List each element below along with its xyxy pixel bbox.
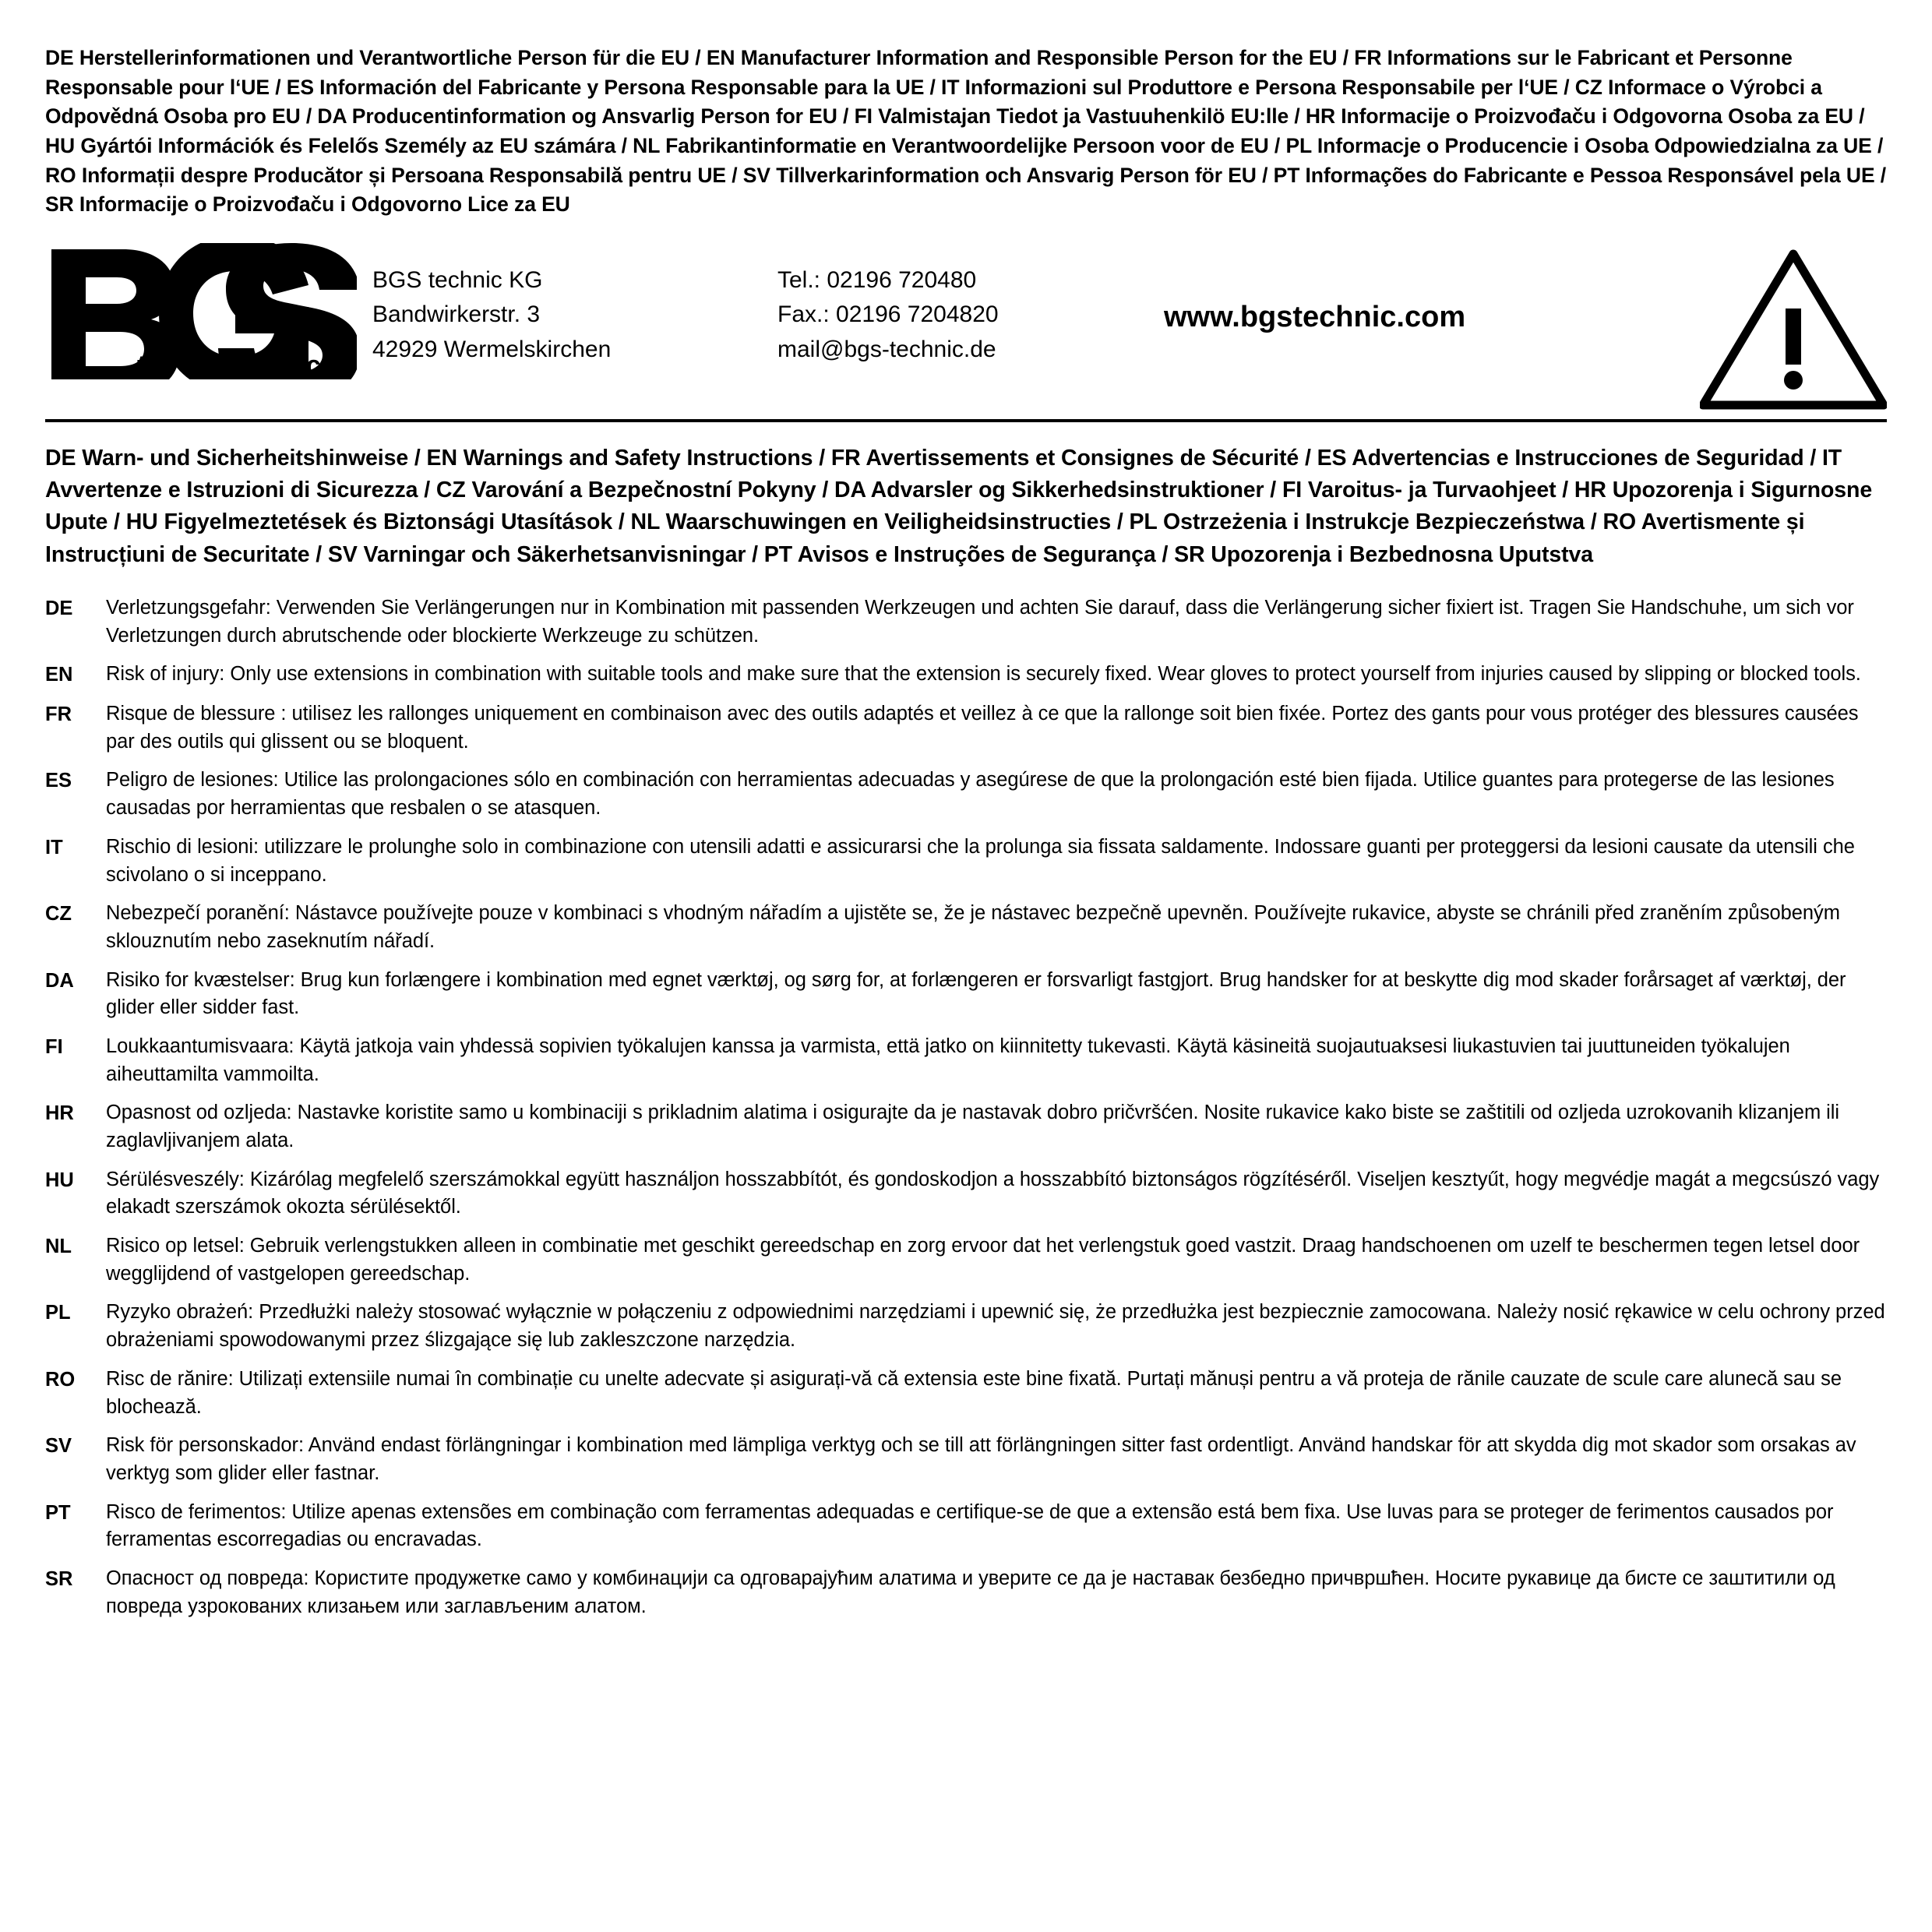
list-item xyxy=(45,1166,1887,1222)
language-code: EN xyxy=(45,664,73,686)
warning-triangle-icon xyxy=(1692,237,1887,411)
language-code: RO xyxy=(45,1368,76,1391)
language-code: PT xyxy=(45,1501,71,1524)
language-text: Risc de rănire: Utilizați extensiile numai în combinație cu unelte adecvate și asigurați-vă că extensia este bine fixată. Purtați mănuși pentru a vă proteja de rănile cauzate de scule care alunecă sau se blochează. xyxy=(106,1367,1842,1418)
list-item xyxy=(45,594,1887,650)
language-text: Opasnost od ozljeda: Nastavke koristite samo u kombinaciji s prikladnim alatima i osigurajte da je nastavak dobro pričvršćen. Nosite rukavice kako biste se zaštitili od ozljeda uzrokovanih klizanjem ili zaglavljivanjem alata. xyxy=(106,1102,1840,1151)
list-item xyxy=(45,1299,1887,1354)
header-divider xyxy=(45,419,1887,422)
language-text: Опасност од повреда: Користите продужетке само у комбинацији са одговарајућим алатима и уверите се да је наставак безбедно причвршћен. Носите рукавице да бисте се заштитили од повреда узрокованих клизањем или заглављеним алатом. xyxy=(106,1567,1835,1617)
language-code: HR xyxy=(45,1102,74,1125)
language-text: Risico op letsel: Gebruik verlengstukken alleen in combinatie met geschikt gereedschap en zorg ervoor dat het verlengstuk goed vastzit. Draag handschoenen om uzelf te beschermen tegen letsel door wegglijdend of vastgelopen gereedschap. xyxy=(106,1235,1860,1285)
language-text: Risiko for kvæstelser: Brug kun forlængere i kombination med egnet værktøj, og sørg for, at forlængeren er forsvarligt fastgjort. Brug handsker for at beskytte dig mod skader forårsaget af værktøj, der glider eller sidder fast. xyxy=(106,968,1846,1019)
manufacturer-info-heading: DE Herstellerinformationen und Verantwortliche Person für die EU / EN Manufacturer Information and Responsible Person for the EU / FR Informations sur le Fabricant et Personne Responsable pour l‘UE / ES Información del Fabricante y Persona Responsable para la UE / IT Informazioni sul Produttore e Persona Responsabile per l‘UE / CZ Informace o Výrobci a Odpovědná Osoba pro EU / DA Producentinformation og Ansvarlig Person for EU / FI Valmistajan Tiedot ja Vastuuhenkilö EU:lle / HR Informacije o Proizvođaču i Odgovorna Osoba za EU / HU Gyártói Információk és Felelős Személy az EU számára / NL Fabrikantinformatie en Verantwoordelijke Persoon voor de EU / PL Informacje o Producencie i Osoba Odpowiedzialna za UE / RO Informații despre Producător și Persoana Responsabilă pentru UE / SV Tillverkarinformation och Ansvarig Person för EU / PT Informações do Fabricante e Pessoa Responsável pela UE / SR Informacije o Proizvođaču i Odgovorno Lice za EU xyxy=(45,46,1887,217)
list-item xyxy=(45,1232,1887,1288)
company-telephone: Tel.: 02196 720480 xyxy=(777,266,977,293)
language-text: Risk of injury: Only use extensions in combination with suitable tools and make sure that the extension is securely fixed. Wear gloves to protect yourself from injuries caused by slipping or blocked tools. xyxy=(106,663,1861,686)
company-fax: Fax.: 02196 7204820 xyxy=(777,301,999,328)
language-code: NL xyxy=(45,1236,72,1258)
svg-text:t e c h n i c: t e c h n i c xyxy=(137,350,325,379)
list-item xyxy=(45,1366,1887,1421)
company-info-block xyxy=(45,237,1887,419)
language-text: Risque de blessure : utilisez les rallonges uniquement en combinaison avec des outils adaptés et veillez à ce que la rallonge soit bien fixée. Portez des gants pour vous protéger des blessures causées par des outils qui glissent ou se bloquent. xyxy=(106,703,1859,753)
language-code: SV xyxy=(45,1435,72,1458)
language-code: CZ xyxy=(45,903,72,925)
language-code: IT xyxy=(45,836,63,858)
language-code: DA xyxy=(45,969,74,992)
language-text: Loukkaantumisvaara: Käytä jatkoja vain yhdessä sopivien työkalujen kanssa ja varmista, että jatko on kiinnitetty tukevasti. Käytä käsineitä suojautuaksesi liukastuvien tai juuttuneiden työkalujen aiheuttamilta vammoilta. xyxy=(106,1035,1790,1085)
company-contact xyxy=(777,237,1144,367)
language-list xyxy=(45,594,1887,1620)
language-code: DE xyxy=(45,598,73,619)
list-item xyxy=(45,661,1887,689)
company-email[interactable]: mail@bgs-technic.de xyxy=(777,336,996,362)
company-name: BGS technic KG xyxy=(372,266,543,293)
svg-text:®: ® xyxy=(279,249,302,284)
language-text: Nebezpečí poranění: Nástavce používejte pouze v kombinaci s vhodným nářadím a ujistěte se, že je nástavec bezpečně upevněn. Používejte rukavice, abyste se chránili před zraněním způsobeným sklouznutím nebo zaseknutím nářadí. xyxy=(106,902,1840,952)
company-address xyxy=(372,237,777,367)
language-text: Risco de ferimentos: Utilize apenas extensões em combinação com ferramentas adequadas e certifique-se de que a extensão está bem fixa. Use luvas para se proteger de ferimentos causados por ferramentas escorregadias ou encravadas. xyxy=(106,1500,1834,1551)
language-text: Risk för personskador: Använd endast förlängningar i kombination med lämpliga verktyg och se till att förlängningen sitter fast ordentligt. Använd handskar för att skydda dig mot skador som orsakas av verktyg som glider eller fastnar. xyxy=(106,1434,1856,1484)
list-item xyxy=(45,700,1887,756)
list-item xyxy=(45,1033,1887,1088)
bgs-logo xyxy=(45,237,372,379)
language-code: HU xyxy=(45,1169,74,1191)
language-code: ES xyxy=(45,770,72,792)
language-text: Ryzyko obrażeń: Przedłużki należy stosować wyłącznie w połączeniu z odpowiednimi narzędziami i upewnić się, że przedłużka jest bezpiecznie zamocowana. Należy nosić rękawice w celu ochrony przed obrażeniami spowodowanymi przez ślizgające się lub zakleszczone narzędzia. xyxy=(106,1301,1885,1352)
language-code: FR xyxy=(45,703,72,726)
list-item xyxy=(45,1432,1887,1487)
list-item xyxy=(45,767,1887,822)
list-item xyxy=(45,1565,1887,1620)
language-text: Verletzungsgefahr: Verwenden Sie Verlängerungen nur in Kombination mit passenden Werkzeugen und achten Sie darauf, dass die Verlängerung sicher fixiert ist. Tragen Sie Handschuhe, um sich vor Verletzungen durch abrutschende oder blockierte Werkzeuge zu schützen. xyxy=(106,597,1854,647)
company-street: Bandwirkerstr. 3 xyxy=(372,301,541,328)
language-code: SR xyxy=(45,1567,73,1590)
language-text: Peligro de lesiones: Utilice las prolongaciones sólo en combinación con herramientas adecuadas y asegúrese de que la prolongación esté bien fijada. Utilice guantes para protegerse de las lesiones causadas por herramientas que resbalen o se atasquen. xyxy=(106,769,1835,820)
list-item xyxy=(45,967,1887,1022)
safety-instructions-heading: DE Warn- und Sicherheitshinweise / EN Warnings and Safety Instructions / FR Avertissements et Consignes de Sécurité / ES Advertencias e Instrucciones de Seguridad / IT Avvertenze e Istruzioni di Sicurezza / CZ Varování a Bezpečnostní Pokyny / DA Advarsler og Sikkerhedsinstruktioner / FI Varoitus- ja Turvaohjeet / HR Upozorenja i Sigurnosne Upute / HU Figyelmeztetések és Biztonsági Utasítások / NL Waarschuwingen en Veiligheidsinstructies / PL Ostrzeżenia i Instrukcje Bezpieczeństwa / RO Avertismente și Instrucțiuni de Securitate / SV Varningar och Säkerhetsanvisningar / PT Avisos e Instruções de Segurança / SR Upozorenja i Bezbednosna Uputstva xyxy=(45,445,1873,567)
list-item xyxy=(45,1099,1887,1155)
list-item xyxy=(45,1499,1887,1554)
language-text: Rischio di lesioni: utilizzare le prolunghe solo in combinazione con utensili adatti e assicurarsi che la prolunga sia fissata saldamente. Indossare guanti per proteggersi da lesioni causate da utensili che scivolano o si inceppano. xyxy=(106,835,1855,886)
language-code: FI xyxy=(45,1035,63,1058)
language-text: Sérülésveszély: Kizárólag megfelelő szerszámokkal együtt használjon hosszabbítót, és gondoskodjon a hosszabbító biztonságos rögzítéséről. Viseljen kesztyűt, hogy megvédje magát a megcsúszó vagy elakadt szerszámok okozta sérülésektől. xyxy=(106,1168,1880,1218)
list-item xyxy=(45,900,1887,955)
company-website[interactable]: www.bgstechnic.com xyxy=(1164,300,1466,333)
company-city: 42929 Wermelskirchen xyxy=(372,336,612,362)
language-code: PL xyxy=(45,1302,71,1324)
list-item xyxy=(45,834,1887,889)
